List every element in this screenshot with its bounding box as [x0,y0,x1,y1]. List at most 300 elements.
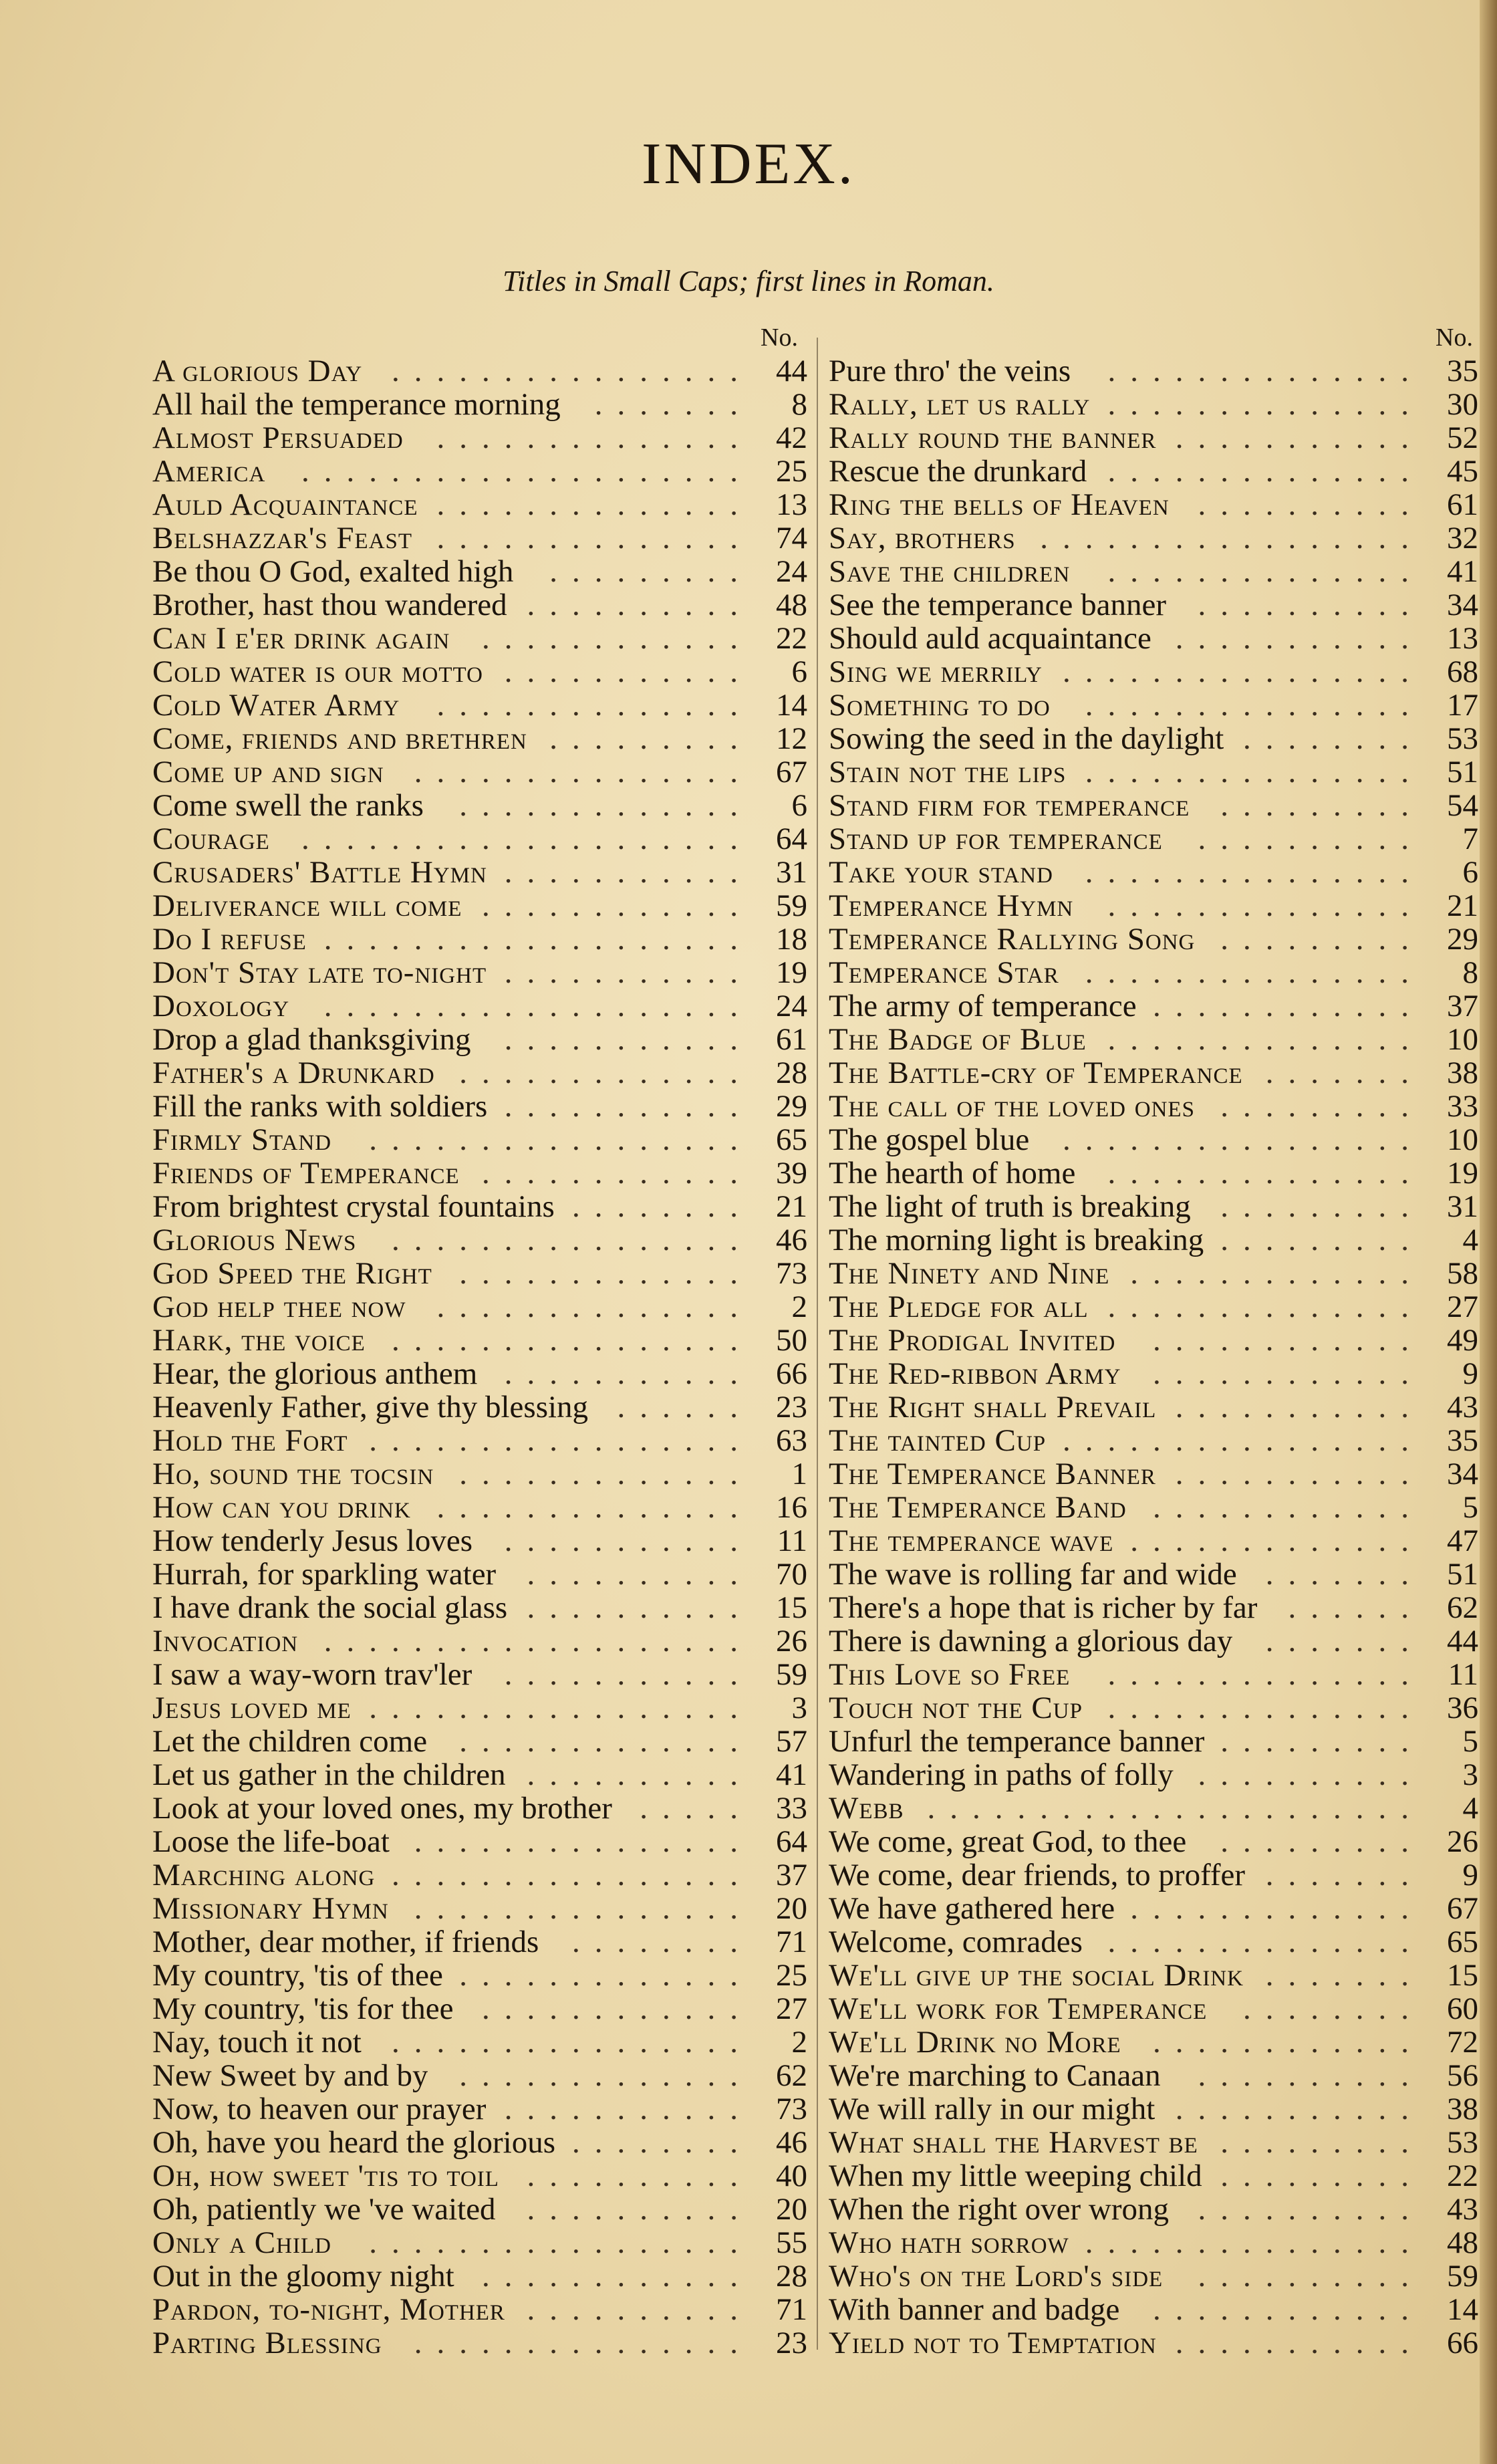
leader-dots: .......... [1198,2059,1423,2092]
entry-title: We'll Drink no More [829,2025,1121,2059]
leader-dots: ................ [392,354,753,388]
entry-title: My country, 'tis for thee [152,1992,454,2025]
entry-title: We're marching to Canaan [829,2059,1161,2092]
entry-number: 58 [1447,1257,1478,1290]
index-entry [152,488,807,521]
index-entry [829,2326,1478,2360]
leader-dots: ............ [1153,1324,1423,1357]
entry-title: Cold Water Army [152,689,400,722]
index-entry [829,1624,1478,1658]
entry-title: The Prodigal Invited [829,1324,1116,1357]
entry-number: 21 [776,1190,807,1223]
entry-title: Hold the Fort [152,1424,348,1457]
entry-number: 35 [1447,354,1478,388]
leader-dots: ........... [504,1023,753,1056]
index-entry [829,1825,1478,1858]
entry-title: Doxology [152,989,290,1023]
entry-number: 30 [1447,388,1478,421]
index-entry [152,2259,807,2293]
entry-title: Who's on the Lord's side [829,2259,1164,2293]
index-entry [829,1992,1478,2025]
entry-number: 33 [1447,1090,1478,1123]
entry-title: Oh, how sweet 'tis to toil [152,2159,499,2193]
entry-number: 34 [1447,1457,1478,1491]
leader-dots: ......... [549,722,753,755]
entry-title: Who hath sorrow [829,2226,1069,2259]
index-entry [152,1591,807,1624]
index-entry [152,1925,807,1959]
entry-number: 19 [776,956,807,989]
index-entry [829,2193,1478,2226]
entry-number: 27 [776,1992,807,2025]
index-entry [152,588,807,622]
index-entry [152,2326,807,2360]
index-entry [152,2059,807,2092]
entry-number: 36 [1447,1691,1478,1725]
index-entry [829,856,1478,889]
entry-number: 8 [1462,956,1478,989]
entry-number: 71 [776,1925,807,1959]
index-entry [152,1959,807,1992]
index-entry [152,2226,807,2259]
index-entry [829,1491,1478,1524]
index-entry [152,1524,807,1558]
leader-dots: ............... [414,755,753,789]
entry-number: 6 [791,655,807,689]
entry-title: We'll give up the social Drink [829,1959,1244,1992]
leader-dots: .......... [527,1591,753,1624]
entry-title: We come, dear friends, to proffer [829,1858,1246,1892]
leader-dots: .............. [1107,555,1423,588]
entry-number: 59 [1447,2259,1478,2293]
entry-number: 29 [776,1090,807,1123]
entry-number: 63 [776,1424,807,1457]
entry-number: 25 [776,455,807,488]
leader-dots: .......... [527,2293,753,2326]
entry-title: Yield not to Temptation [829,2326,1157,2360]
entry-title: There's a hope that is richer by far [829,1591,1258,1624]
index-entry [152,1290,807,1324]
entry-number: 35 [1447,1424,1478,1457]
entry-number: 11 [1448,1658,1478,1691]
entry-number: 62 [776,2059,807,2092]
index-entry [152,2293,807,2326]
entry-title: Missionary Hymn [152,1892,389,1925]
entry-title: Say, brothers [829,521,1016,555]
entry-title: Come, friends and brethren [152,722,527,755]
entry-number: 13 [776,488,807,521]
entry-title: Unfurl the temperance banner [829,1725,1205,1758]
leader-dots: ......... [1220,1825,1423,1858]
entry-number: 1 [791,1457,807,1491]
index-entry [829,1925,1478,1959]
index-entry [829,655,1478,689]
entry-title: God Speed the Right [152,1257,432,1290]
index-entry [829,1223,1478,1257]
entry-title: Nay, touch it not [152,2025,362,2059]
entry-number: 7 [1462,822,1478,856]
entry-number: 2 [791,1290,807,1324]
index-column-left [152,321,807,2360]
leader-dots: ...... [1288,1591,1423,1624]
entry-number: 16 [776,1491,807,1524]
entry-number: 15 [776,1591,807,1624]
number-header-right: No. [1436,324,1473,352]
index-entry [829,1123,1478,1156]
index-entry [152,1056,807,1090]
index-entry [829,1324,1478,1357]
leader-dots: .............. [1107,889,1423,922]
entry-number: 21 [1447,889,1478,922]
index-entry [152,1892,807,1925]
leader-dots: ....... [1265,1858,1423,1892]
entry-title: Stain not the lips [829,755,1067,789]
leader-dots: ........... [1175,1457,1423,1491]
index-entry [829,1156,1478,1190]
index-entry [152,421,807,455]
leader-dots: .......... [527,1558,753,1591]
leader-dots: .......... [527,588,753,622]
leader-dots: ........ [572,1190,753,1223]
leader-dots: .............. [1107,455,1423,488]
index-entry [152,1424,807,1457]
entry-title: The Pledge for all [829,1290,1089,1324]
leader-dots: ............. [459,1056,753,1090]
entry-number: 70 [776,1558,807,1591]
leader-dots: ......... [1220,922,1423,956]
entry-number: 54 [1447,789,1478,822]
entry-title: I saw a way-worn trav'ler [152,1658,472,1691]
entry-number: 39 [776,1156,807,1190]
entry-number: 12 [776,722,807,755]
index-entry [152,789,807,822]
entry-number: 32 [1447,521,1478,555]
entry-number: 72 [1447,2025,1478,2059]
leader-dots: ............ [1153,1357,1423,1390]
entry-number: 20 [776,1892,807,1925]
leader-dots: ........... [504,1524,753,1558]
leader-dots: ............ [1153,2025,1423,2059]
entry-number: 23 [776,2326,807,2360]
entry-number: 41 [776,1758,807,1792]
entry-title: Come swell the ranks [152,789,424,822]
entry-number: 71 [776,2293,807,2326]
index-entry [829,789,1478,822]
entry-number: 43 [1447,1390,1478,1424]
column-divider [817,338,818,2350]
index-entry [829,1023,1478,1056]
entry-title: Glorious News [152,1223,357,1257]
leader-dots: ......... [1220,789,1423,822]
index-entry [829,689,1478,722]
entry-title: Friends of Temperance [152,1156,460,1190]
leader-dots: ................. [369,1424,753,1457]
entry-title: Auld Acquaintance [152,488,418,521]
index-entry [152,989,807,1023]
leader-dots: ......... [1220,1090,1423,1123]
leader-dots: .......... [527,2159,753,2193]
leader-dots: ............. [459,1257,753,1290]
leader-dots: ............. [459,1457,753,1491]
index-entry [152,622,807,655]
index-entry [829,588,1478,622]
leader-dots: .............. [1107,1156,1423,1190]
leader-dots: ............... [414,1892,753,1925]
leader-dots: .......... [1198,2259,1423,2293]
entry-title: The Ninety and Nine [829,1257,1110,1290]
index-entry [829,2226,1478,2259]
leader-dots: .......... [527,2193,753,2226]
leader-dots: ........ [572,1925,753,1959]
entry-title: We have gathered here [829,1892,1115,1925]
entry-title: The army of temperance [829,989,1137,1023]
entry-title: We will rally in our might [829,2092,1155,2126]
entry-number: 51 [1447,755,1478,789]
entry-title: Take your stand [829,856,1053,889]
leader-dots: .................... [301,455,753,488]
entry-title: The call of the loved ones [829,1090,1195,1123]
leader-dots: ................ [392,1858,753,1892]
entry-title: Rally, let us rally [829,388,1091,421]
index-entry [152,1324,807,1357]
index-entry [829,622,1478,655]
entry-number: 6 [791,789,807,822]
entry-title: All hail the temperance morning [152,388,561,421]
index-entry [829,421,1478,455]
entry-number: 44 [776,354,807,388]
entry-number: 66 [776,1357,807,1390]
entry-title: The Badge of Blue [829,1023,1087,1056]
entry-number: 37 [1447,989,1478,1023]
entry-number: 51 [1447,1558,1478,1591]
leader-dots: .............. [436,421,753,455]
leader-dots: ............ [482,622,753,655]
index-entry [829,1524,1478,1558]
leader-dots: ................... [323,1624,753,1658]
index-entry [829,1090,1478,1123]
entry-title: Touch not the Cup [829,1691,1083,1725]
leader-dots: ........... [504,856,753,889]
entry-number: 25 [776,1959,807,1992]
leader-dots: ........... [1175,2326,1423,2360]
leader-dots: ......... [1220,1190,1423,1223]
leader-dots: .............. [1107,1925,1423,1959]
index-entry [829,2293,1478,2326]
leader-dots: ............... [1085,856,1423,889]
entry-title: Ho, sound the tocsin [152,1457,434,1491]
index-entry [829,889,1478,922]
entry-title: Only a Child [152,2226,331,2259]
index-entry [152,1357,807,1390]
leader-dots: .................... [301,822,753,856]
leader-dots: .......... [527,1758,753,1792]
leader-dots: ....... [1265,1959,1423,1992]
index-entry [829,1858,1478,1892]
page-edge [1480,0,1497,2464]
entry-number: 5 [1462,1725,1478,1758]
leader-dots: .............. [1107,388,1423,421]
entry-title: Temperance Hymn [829,889,1074,922]
leader-dots: .............. [436,1290,753,1324]
index-entry [152,1758,807,1792]
entry-title: Sowing the seed in the daylight [829,722,1224,755]
index-entry [829,1892,1478,1925]
leader-dots: .............. [1107,1691,1423,1725]
entry-title: Can I e'er drink again [152,622,450,655]
entry-title: When the right over wrong [829,2193,1170,2226]
entry-number: 10 [1447,1023,1478,1056]
entry-title: Parting Blessing [152,2326,382,2360]
entry-number: 5 [1462,1491,1478,1524]
index-entry [152,822,807,856]
entry-number: 55 [776,2226,807,2259]
entry-number: 57 [776,1725,807,1758]
entry-number: 65 [776,1123,807,1156]
entry-title: Out in the gloomy night [152,2259,454,2293]
index-entry [152,1725,807,1758]
leader-dots: ........... [504,1090,753,1123]
entry-number: 61 [1447,488,1478,521]
entry-title: Webb [829,1792,904,1825]
leader-dots: ......... [1220,2126,1423,2159]
page-title: INDEX. [642,132,855,197]
leader-dots: .............. [436,1491,753,1524]
entry-number: 74 [776,521,807,555]
index-entry [152,1624,807,1658]
leader-dots: ................ [1063,655,1423,689]
index-entry [829,2092,1478,2126]
entry-title: My country, 'tis of thee [152,1959,443,1992]
leader-dots: ............. [459,2059,753,2092]
index-entry [152,1390,807,1424]
entry-title: Almost Persuaded [152,421,404,455]
index-entry [152,1558,807,1591]
index-entry [152,755,807,789]
index-entry [829,1959,1478,1992]
index-entry [152,1992,807,2025]
entry-title: How tenderly Jesus loves [152,1524,473,1558]
leader-dots: ....... [594,388,753,421]
leader-dots: .............. [436,488,753,521]
index-entry [152,1023,807,1056]
entry-title: We'll work for Temperance [829,1992,1208,2025]
index-entry [829,1457,1478,1491]
leader-dots: ........... [504,2092,753,2126]
leader-dots: ............ [1153,989,1423,1023]
entry-number: 37 [776,1858,807,1892]
index-entry [829,354,1478,388]
index-entry [152,455,807,488]
entry-number: 73 [776,2092,807,2126]
entry-number: 53 [1447,722,1478,755]
leader-dots: ............... [1085,2226,1423,2259]
entry-title: Courage [152,822,270,856]
entry-number: 6 [1462,856,1478,889]
entry-title: The hearth of home [829,1156,1076,1190]
entry-number: 38 [1447,2092,1478,2126]
entry-number: 59 [776,889,807,922]
index-entry [829,1725,1478,1758]
entry-number: 23 [776,1390,807,1424]
index-subtitle: Titles in Small Caps; first lines in Roman. [503,265,994,297]
entry-number: 60 [1447,1992,1478,2025]
index-entry [829,1792,1478,1825]
entry-number: 22 [1447,2159,1478,2193]
entry-title: Father's a Drunkard [152,1056,435,1090]
leader-dots: ........... [504,655,753,689]
entry-title: Let us gather in the children [152,1758,506,1792]
leader-dots: ............. [459,1959,753,1992]
index-entry [152,2159,807,2193]
leader-dots: ............... [1085,755,1423,789]
leader-dots: .............. [1107,1290,1423,1324]
number-header-left: No. [761,324,798,352]
entry-number: 46 [776,2126,807,2159]
index-entry [152,1457,807,1491]
entry-title: From brightest crystal fountains [152,1190,555,1223]
entry-number: 49 [1447,1324,1478,1357]
entry-number: 61 [776,1023,807,1056]
entry-number: 46 [776,1223,807,1257]
index-entry [152,1658,807,1691]
index-entry [152,655,807,689]
leader-dots: ........... [504,1658,753,1691]
entry-title: The temperance wave [829,1524,1114,1558]
leader-dots: .......... [1198,588,1423,622]
entry-title: Hark, the voice [152,1324,366,1357]
leader-dots: .......... [1198,488,1423,521]
leader-dots: ................. [369,1123,753,1156]
leader-dots: ............ [1153,1491,1423,1524]
index-entry [829,1390,1478,1424]
index-entry [829,488,1478,521]
index-entry [829,1591,1478,1624]
leader-dots: ......... [549,555,753,588]
entry-title: Drop a glad thanksgiving [152,1023,471,1056]
index-entry [829,1658,1478,1691]
index-entry [152,1090,807,1123]
leader-dots: ................. [1040,521,1423,555]
entry-number: 27 [1447,1290,1478,1324]
leader-dots: ............. [1130,1257,1423,1290]
index-entry [829,1190,1478,1223]
index-entry [152,1792,807,1825]
index-entry [829,922,1478,956]
leader-dots: ................ [1063,1123,1423,1156]
entry-title: Cold water is our motto [152,655,483,689]
leader-dots: ....... [1265,1558,1423,1591]
leader-dots: .............. [1107,354,1423,388]
index-entry [829,521,1478,555]
index-entry [829,1691,1478,1725]
entry-number: 43 [1447,2193,1478,2226]
entry-title: The Temperance Banner [829,1457,1156,1491]
entry-title: The morning light is breaking [829,1223,1204,1257]
index-entry [152,1257,807,1290]
entry-number: 4 [1462,1792,1478,1825]
leader-dots: ........... [1175,421,1423,455]
entry-title: God help thee now [152,1290,406,1324]
entry-title: Come up and sign [152,755,384,789]
entry-title: The Temperance Band [829,1491,1127,1524]
leader-dots: ...... [617,1390,753,1424]
entry-title: How can you drink [152,1491,411,1524]
entry-title: With banner and badge [829,2293,1120,2326]
entry-title: A glorious Day [152,354,363,388]
leader-dots: ................ [1063,1424,1423,1457]
index-entry [152,2126,807,2159]
entry-number: 26 [776,1624,807,1658]
